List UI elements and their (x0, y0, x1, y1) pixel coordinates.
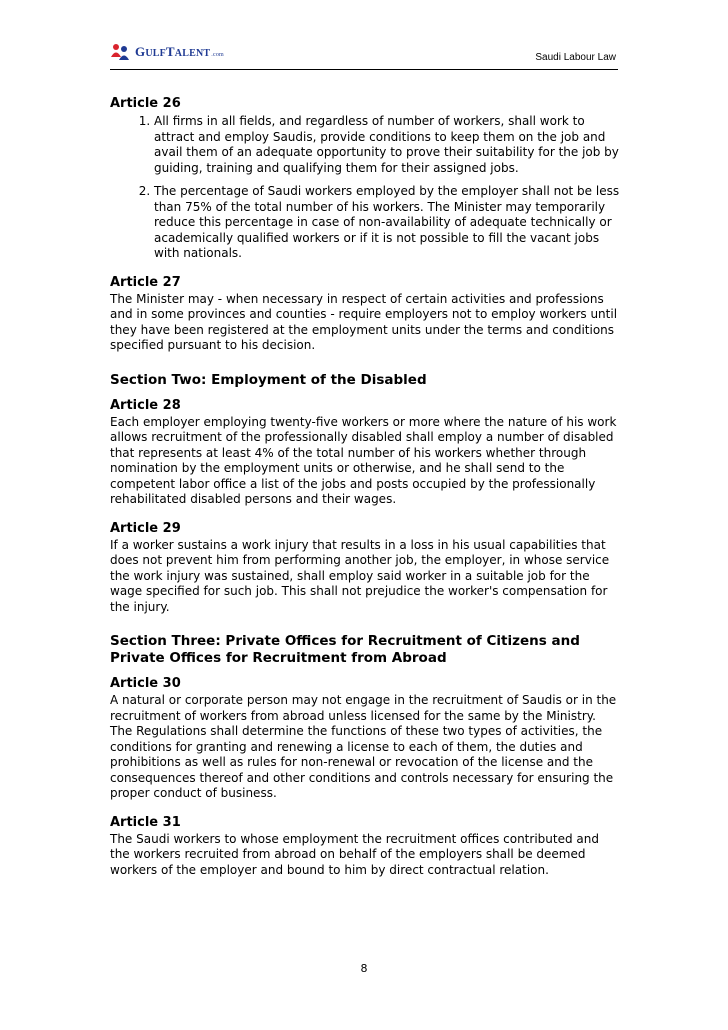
article-27-heading: Article 27 (110, 274, 181, 290)
document-body (110, 96, 620, 878)
page-header (110, 40, 618, 70)
article-30-text: A natural or corporate person may not engage in the recruitment of Saudis or in the recruitment of workers from abroad unless licensed for the same by the Ministry. The Regulations shall determine the functions of these two types of activities, the conditions for granting and renewing a license to each of them, the duties and prohibitions as well as rules for non-renewal or revocation of the license and the consequences thereof and other conditions and controls necessary for ensuring the proper conduct of business. (110, 693, 617, 800)
article-29-text: If a worker sustains a work injury that results in a loss in his usual capabilities that does not prevent him from performing another job, the employer, in whose service the work injury was sustained, shall employ said worker in a suitable job for the wage specified for such job. This shall not prejudice the worker's compensation for the injury. (110, 537, 610, 614)
list-item: 1. All firms in all fields, and regardless of number of workers, shall work to attract and employ Saudis, provide conditions to keep them on the job and avail them of an adequate opportunity to prove their suitability for the job by guiding, training and qualifying them for their assigned jobs. (154, 114, 620, 176)
header-title: Saudi Labour Law (535, 52, 616, 63)
article-26-heading: Article 26 (110, 96, 181, 111)
article-31-text: The Saudi workers to whose employment the recruitment offices contributed and the workers recruited from abroad on behalf of the employers shall be deemed workers of the employer and bound to him by direct contractual relation. (110, 831, 599, 877)
gulftalent-logo (110, 42, 224, 62)
section-three-heading: Section Three: Private Offices for Recruitment of Citizens and Private Offices for Recruitment from Abroad (110, 633, 580, 666)
article-31-heading: Article 31 (110, 814, 181, 830)
article-28-heading: Article 28 (110, 397, 181, 413)
logo-wordmark: GULFTALENT.com (135, 44, 224, 59)
people-logo-icon (110, 42, 132, 62)
article-30-heading: Article 30 (110, 676, 181, 691)
list-item: 2. The percentage of Saudi workers employed by the employer shall not be less than 75% of the total number of his workers. The Minister may temporarily reduce this percentage in case of non-availability of adequate technically or academically qualified workers or if it is not possible to fill the vacant jobs with nationals. (154, 184, 620, 262)
article-27-text: The Minister may - when necessary in respect of certain activities and professions and in some provinces and counties - require employers not to employ workers until they have been registered at the employment units under the terms and conditions specified pursuant to his decision. (110, 291, 618, 352)
article-29-heading: Article 29 (110, 520, 181, 536)
article-26-list (110, 114, 620, 262)
article-28-text: Each employer employing twenty-five workers or more where the nature of his work allows recruitment of the professionally disabled shall employ a number of disabled that represents at least 4% of the total number of his workers whether through nomination by the employment units or otherwise, and he shall send to the competent labor office a list of the jobs and posts occupied by the professionally rehabilitated disabled persons and their wages. (110, 414, 617, 506)
section-two-heading: Section Two: Employment of the Disabled (110, 371, 427, 388)
page-number: 8 (360, 962, 368, 975)
